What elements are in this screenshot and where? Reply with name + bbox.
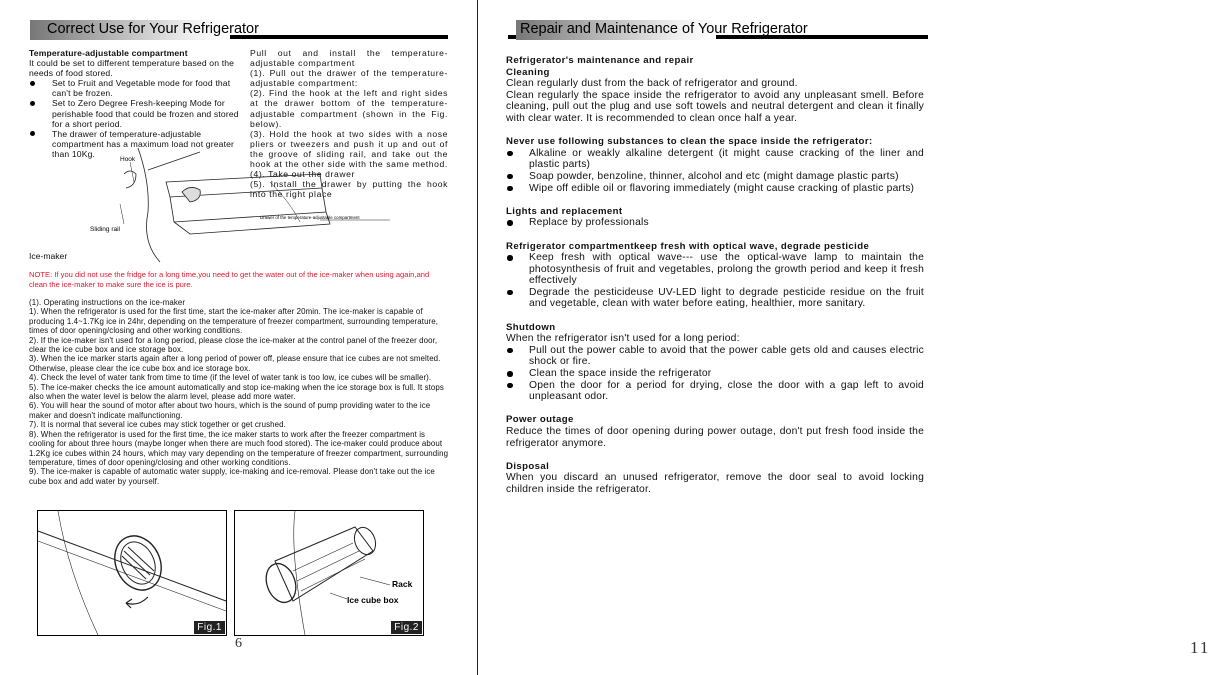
door-edge bbox=[58, 511, 98, 635]
drawer-step: Pull out and install the temperature-adjustable compartment bbox=[250, 48, 448, 69]
never-use-bullet: Wipe off edible oil or flavoring immediately (might cause cracking of plastic parts) bbox=[506, 183, 924, 195]
figure-1 bbox=[37, 510, 227, 636]
ice-box-pointer bbox=[330, 593, 347, 599]
disposal-title: Disposal bbox=[506, 460, 550, 472]
fig1-label: Fig.1 bbox=[194, 621, 225, 634]
page-number: 6 bbox=[235, 636, 242, 651]
fig2-label: Fig.2 bbox=[391, 621, 422, 634]
dial-grip bbox=[128, 547, 154, 571]
right-page-title: Repair and Maintenance of Your Refrigerator bbox=[520, 21, 808, 37]
drawer-step: (1). Pull out the drawer of the temperature-adjustable compartment: bbox=[250, 68, 448, 89]
drawer-step: (4). Take out the drawer bbox=[250, 169, 355, 180]
optical-title: Refrigerator compartmentkeep fresh with optical wave, degrade pesticide bbox=[506, 240, 870, 252]
lights-title: Lights and replacement bbox=[506, 205, 623, 217]
hook-label: Hook bbox=[120, 156, 136, 163]
ice-maker-illustration bbox=[38, 511, 226, 635]
ice-maker-label: Ice-maker bbox=[29, 251, 68, 261]
wall-edge bbox=[294, 511, 305, 635]
shutdown-bullet: Pull out the power cable to avoid that the power cable gets old and causes electric shock or fire. bbox=[506, 345, 924, 368]
never-use-bullet: Alkaline or weakly alkaline detergent (it might cause cracking of the liner and plastic parts) bbox=[506, 148, 924, 171]
never-use-title: Never use following substances to clean the space inside the refrigerator: bbox=[506, 136, 873, 148]
left-page-header bbox=[30, 20, 448, 46]
ice-maker-operations bbox=[29, 298, 449, 486]
left-page-title: Correct Use for Your Refrigerator bbox=[47, 21, 259, 37]
optical-bullet: Keep fresh with optical wave--- use the optical-wave lamp to maintain the photosynthesis of fruit and vegetables, prolong the growth period and keep it fresh effectively bbox=[506, 252, 924, 287]
hook-detail bbox=[124, 171, 136, 188]
drawer-step: (3). Hold the hook at two sides with a nose pliers or tweezers and push it up and out of the groove of sliding rail, and take out the hook at the other side with the same method. bbox=[250, 128, 448, 170]
sliding-rail-label: Sliding rail bbox=[90, 226, 120, 233]
ice-maker-note: NOTE: If you did not use the fridge for a long time,you need to get the water out of the ice-maker when using again,and clean the ice-maker to make sure the ice is pure. bbox=[29, 270, 430, 289]
drawer-step: (2). Find the hook at the left and right sides at the drawer bottom of the temperature-adjustable compartment (shown in the Fig. below). bbox=[250, 88, 448, 129]
drawer-step: (5). Install the drawer by putting the hook into the right place bbox=[250, 179, 448, 200]
optical-bullet: Degrade the pesticideuse UV-LED light to degrade pesticide residue on the fruit and vegetable, clean with water before eating, healthier, more sanitary. bbox=[506, 287, 924, 310]
right-page bbox=[478, 0, 1210, 675]
ice-box-body bbox=[275, 527, 373, 601]
temp-compartment-intro: It could be set to different temperature based on the needs of food stored. bbox=[29, 58, 235, 79]
figure-2 bbox=[234, 510, 424, 636]
ice-box-ribs bbox=[293, 543, 365, 591]
disposal-text: When you discard an unused refrigerator, remove the door seal to avoid locking children inside the refrigerator. bbox=[506, 472, 924, 495]
shutdown-bullet: Open the door for a period for drying, close the door with a gap left to avoid unpleasant odor. bbox=[506, 380, 924, 403]
drawer-label: Drawer of the temperature-adjustable compartment bbox=[260, 215, 360, 220]
maintenance-content bbox=[506, 55, 924, 496]
ice-cube-box-label: Ice cube box bbox=[347, 595, 399, 605]
operation-item: 7). It is normal that several ice cubes may stick together or get crushed. bbox=[29, 420, 286, 430]
cleaning-text: Clean regularly the space inside the refrigerator to avoid any unpleasant smell. Before cleaning, pull out the plug and use soft towels and neutral detergent and clean it finally with clear water. It is recommended to clean once half a year. bbox=[506, 89, 924, 124]
dial-grip bbox=[124, 551, 150, 575]
operation-item: 3). When the ice marker starts again after a long period of power off, please ensure that ice cubes are not smelted. Otherwise, please clear the ice cube box and ice storage box. bbox=[29, 354, 441, 373]
operation-item: 8). When the refrigerator is used for the first time, the ice maker starts to work after the freezer compartment is cooling for about three hours (maybe longer when there are much food stored). The ice-maker could produce about 1.2Kg ice cubes within 24 hours, which may vary depending on the temperature of freezer compartment, surrounding temperature, times of door opening/closing and other working conditions. bbox=[29, 429, 449, 467]
lights-bullet: Replace by professionals bbox=[506, 217, 924, 229]
page-number: 11 bbox=[1190, 638, 1210, 657]
operation-item: 5). The ice-maker checks the ice amount automatically and stop ice-making when the ice storage box is full. It stops also when the water level is below the alarm level, please add more water. bbox=[29, 382, 444, 402]
temp-bullet-max-load: The drawer of temperature-adjustable compartment has a maximum load not greater than 10Kg. bbox=[29, 129, 245, 159]
temp-bullet-fruit: Set to Fruit and Vegetable mode for food that can't be frozen. bbox=[29, 78, 245, 98]
operation-item: 4). Check the level of water tank from time to time (if the level of water tank is too low, ice cubes will be smaller). bbox=[29, 373, 432, 383]
power-outage-title: Power outage bbox=[506, 414, 574, 426]
ice-cube-box-illustration bbox=[235, 511, 423, 635]
hook-shape bbox=[182, 187, 200, 202]
magnifier-arc bbox=[138, 148, 160, 262]
rack-label: Rack bbox=[392, 579, 413, 589]
cleaning-text: Clean regularly dust from the back of refrigerator and ground. bbox=[506, 78, 798, 90]
shutdown-bullet: Clean the space inside the refrigerator bbox=[506, 368, 924, 380]
rack-pointer bbox=[360, 577, 390, 585]
operation-item: 1). When the refrigerator is used for the first time, start the ice-maker after 20min. The ice-maker is capable of producing 1.4~1.7Kg ice in 24hr, depending on the temperature of freezer compartment, surrounding temperature, times of door opening/closing and other working conditions. bbox=[29, 307, 439, 336]
shelf-line bbox=[38, 541, 226, 611]
operation-item: 2). If the ice-maker isn't used for a long period, please close the ice-maker at the control panel of the freezer door, clear the ice cube box and ice storage box. bbox=[29, 335, 438, 355]
left-page bbox=[0, 0, 478, 675]
temp-bullet-zero-degree: Set to Zero Degree Fresh-keeping Mode for perishable food that could be frozen and stored for a short period. bbox=[29, 98, 245, 128]
maintenance-title: Refrigerator's maintenance and repair bbox=[506, 55, 694, 66]
never-use-bullet: Soap powder, benzoline, thinner, alcohol and etc (might damage plastic parts) bbox=[506, 171, 924, 183]
operation-item: 6). You will hear the sound of motor after about two hours, which is the sound of pump providing water to the ice maker and doesn't indicate malfunctioning. bbox=[29, 401, 431, 420]
cleaning-title: Cleaning bbox=[506, 66, 550, 78]
operation-item: 9). The ice-maker is capable of automatic water supply, ice-making and ice-removal. Please don't take out the ice cube box and add water by yourself. bbox=[29, 467, 435, 486]
right-page-header bbox=[508, 20, 928, 46]
power-outage-text: Reduce the times of door opening during power outage, don't put fresh food inside the refrigerator anymore. bbox=[506, 426, 924, 449]
temp-compartment-title: Temperature-adjustable compartment bbox=[29, 48, 188, 58]
operation-item: (1). Operating instructions on the ice-maker bbox=[29, 298, 186, 307]
ice-maker-dial bbox=[106, 528, 170, 597]
shutdown-title: Shutdown bbox=[506, 321, 556, 333]
ice-maker-dial-inner bbox=[114, 536, 162, 589]
shutdown-intro: When the refrigerator isn't used for a long period: bbox=[506, 333, 740, 345]
drawer-hook-illustration bbox=[90, 142, 390, 262]
callout-line bbox=[148, 152, 200, 170]
rail-pointer bbox=[120, 204, 124, 224]
